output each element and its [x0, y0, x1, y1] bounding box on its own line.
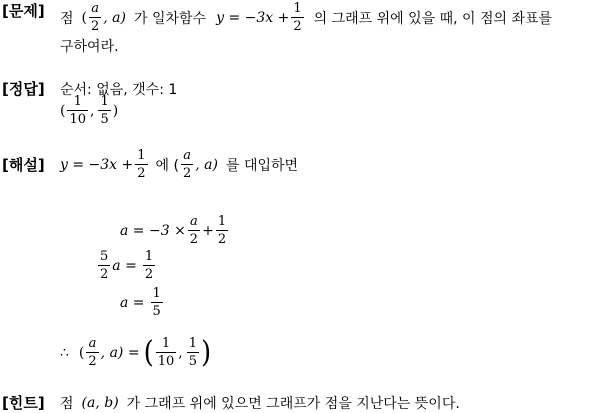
- solution-tail-math: , a): [195, 156, 218, 173]
- solution-frac-a: $\frac{a}{2}$: [182, 148, 192, 181]
- concl-frac-a: $\frac{a}{2}$: [88, 336, 97, 369]
- step2-frac-coef: $\frac{5}{2}$: [100, 249, 109, 282]
- problem-pre: 점: [60, 10, 74, 27]
- answer-frac-1: $\frac{1}{10}$: [69, 94, 87, 127]
- solution-label: [해설]: [2, 156, 45, 174]
- problem-post: 의 그래프 위에 있을 때, 이 점의 좌표를: [313, 10, 553, 27]
- solution-step-2: $\frac{5}{2}$ a = $\frac{1}{2}$: [100, 249, 154, 282]
- answer-frac-2: $\frac{1}{5}$: [100, 94, 109, 127]
- problem-frac-half: $\frac{1}{2}$: [293, 1, 302, 34]
- solution-conclusion: ∴ ( $\frac{a}{2}$ , a) = ( $\frac{1}{10}$ , $\frac{1}{5}$ ): [60, 335, 212, 370]
- hint-pre: 점: [60, 396, 74, 412]
- step1-frac-a: $\frac{a}{2}$: [189, 214, 199, 247]
- hint-point: (a, b): [81, 395, 119, 411]
- solution-mid: 에 (: [155, 157, 179, 174]
- solution-frac-half: $\frac{1}{2}$: [137, 148, 146, 181]
- solution-eq-lhs: y = −3x +: [60, 156, 134, 173]
- solution-step-1: a = −3 × $\frac{a}{2}$ + $\frac{1}{2}$: [120, 214, 227, 247]
- problem-eq-lhs: y = −3x +: [216, 9, 290, 26]
- step2-frac-rhs: $\frac{1}{2}$: [144, 249, 154, 282]
- problem-label: [문제]: [2, 2, 45, 20]
- solution-tail-text: 를 대입하면: [225, 157, 299, 174]
- concl-frac-1: $\frac{1}{10}$: [157, 336, 175, 369]
- hint-line: [60, 393, 460, 413]
- problem-line2: 구하여라.: [60, 39, 119, 55]
- problem-mid: 가 일차함수: [134, 10, 207, 27]
- step3-frac-rhs: $\frac{1}{5}$: [152, 286, 161, 319]
- step1-frac-half: $\frac{1}{2}$: [217, 214, 227, 247]
- concl-frac-2: $\frac{1}{5}$: [188, 336, 197, 369]
- therefore-symbol: ∴: [60, 344, 69, 361]
- solution-line1: [60, 149, 298, 180]
- problem-point-tail: , a): [103, 9, 126, 26]
- hint-label: [힌트]: [2, 394, 45, 412]
- answer-coords: ( $\frac{1}{10}$ , $\frac{1}{5}$ ): [60, 94, 119, 127]
- problem-line1: [60, 2, 552, 33]
- answer-order-text: 순서: 없음, 갯수: 1: [60, 82, 178, 98]
- solution-step-3: a = $\frac{1}{5}$: [120, 286, 161, 319]
- problem-open: (: [81, 9, 87, 26]
- hint-text: 가 그래프 위에 있으면 그래프가 점을 지난다는 뜻이다.: [126, 396, 460, 412]
- answer-label: [정답]: [2, 80, 45, 98]
- problem-frac-a: $\frac{a}{2}$: [91, 1, 100, 34]
